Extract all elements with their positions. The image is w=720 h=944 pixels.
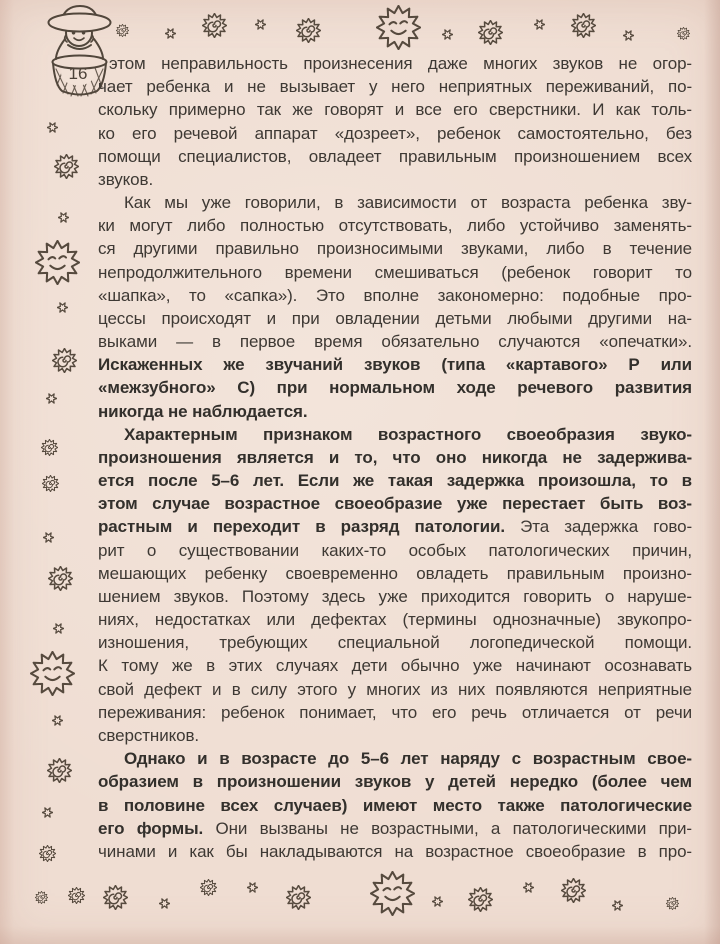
- text-segment: его формы.: [98, 818, 204, 838]
- text-segment: выками — в первое время обязательно случаются «опечатки».: [98, 332, 692, 352]
- text-segment: изношения, требующих специальной логопедической помощи.: [98, 633, 692, 653]
- text-line: [98, 724, 692, 747]
- text-segment: сверстников.: [98, 725, 200, 745]
- text-line: [98, 98, 692, 121]
- sun-spiral-icon: [48, 566, 73, 591]
- star-icon: [165, 28, 176, 39]
- sun-smiley-icon: [376, 5, 421, 50]
- text-segment: этом случае возрастное своеобразие уже перестает быть воз-: [98, 494, 692, 514]
- sun-spiral-small-icon: [35, 891, 48, 904]
- text-line: [98, 168, 692, 191]
- text-segment: растным и переходит в разряд патологии.: [98, 517, 506, 537]
- sun-smiley-icon: [370, 871, 415, 916]
- text-segment: ется после 5–6 лет. Если же такая задержка произошла, то в: [98, 471, 692, 491]
- sun-spiral-icon: [54, 154, 79, 179]
- sun-spiral-icon: [47, 758, 72, 783]
- text-segment: произношения является и то, что оно никогда не задержива-: [98, 447, 692, 467]
- text-line: [98, 307, 692, 330]
- text-segment: непродолжительного времени смешиваться (ребенок говорит то: [98, 262, 692, 282]
- text-line: [98, 400, 692, 423]
- text-line: [98, 353, 692, 376]
- star-icon: [442, 29, 453, 40]
- text-line: [98, 237, 692, 260]
- star-icon: [159, 898, 170, 909]
- star-icon: [42, 807, 53, 818]
- text-line: [98, 840, 692, 863]
- text-segment: Характерным признаком возрастного своеобразия звуко-: [124, 424, 692, 444]
- text-segment: ки могут либо полностью отсутствовать, либо устойчиво заменять-: [98, 216, 692, 236]
- text-line: [98, 515, 692, 538]
- text-segment: ниях, недостатках или дефектах (термины однозначные) звукопро-: [98, 610, 692, 630]
- star-icon: [432, 896, 443, 907]
- star-icon: [58, 212, 69, 223]
- sun-spiral-icon: [478, 20, 503, 45]
- text-segment: шением звуков. Поэтому здесь уже приходится говорить о наруше-: [98, 586, 692, 606]
- page-number: 16: [68, 64, 88, 83]
- text-line: [98, 794, 692, 817]
- text-segment: переживания: ребенок понимает, что его речь отличается от речи: [98, 702, 692, 722]
- text-segment: звуков.: [98, 169, 154, 189]
- text-line: [98, 145, 692, 168]
- text-line: [98, 191, 692, 214]
- sun-smiley-icon: [30, 651, 75, 696]
- text-segment: Однако и в возрасте до 5–6 лет наряду с возрастным свое-: [124, 749, 692, 769]
- star-icon: [47, 122, 58, 133]
- text-line: [98, 817, 692, 840]
- text-line: [98, 52, 692, 75]
- text-segment: в половине всех случаев) имеют место также патологические: [98, 795, 692, 815]
- text-segment: Они вызваны не возрастными, а патологическими при-: [203, 818, 692, 838]
- star-icon: [623, 30, 634, 41]
- text-line: [98, 631, 692, 654]
- text-line: [98, 678, 692, 701]
- text-segment: Как мы уже говорили, в зависимости от возраста ребенка зву-: [124, 193, 692, 213]
- text-line: [98, 122, 692, 145]
- sun-spiral-small-icon: [116, 24, 129, 37]
- text-segment: образием в произношении звуков у детей нередко (более чем: [98, 772, 692, 792]
- text-line: [98, 446, 692, 469]
- star-icon: [52, 715, 63, 726]
- text-segment: чинами и как бы накладываются на возрастное своеобразие в про-: [98, 841, 692, 861]
- text-segment: ся другими правильно произносимыми звуками, либо в течение: [98, 239, 692, 259]
- text-line: [98, 423, 692, 446]
- star-icon: [53, 623, 64, 634]
- text-line: [98, 214, 692, 237]
- sun-spiral-icon: [202, 13, 227, 38]
- text-segment: свой дефект и в силу этого у многих из них появляются неприятные: [98, 679, 692, 699]
- paragraph: [98, 191, 692, 423]
- text-segment: мешающих ребенку своевременно овладеть правильным произно-: [98, 563, 692, 583]
- star-icon: [534, 19, 545, 30]
- text-line: [98, 261, 692, 284]
- text-segment: цессы происходят и при овладении детьми любыми другими на-: [98, 308, 692, 328]
- text-segment: никогда не наблюдается.: [98, 401, 308, 421]
- paragraph: [98, 747, 692, 863]
- text-line: [98, 608, 692, 631]
- text-segment: рит о существовании каких-то особых патологических причин,: [98, 540, 692, 560]
- text-line: [98, 284, 692, 307]
- text-line: [98, 492, 692, 515]
- star-icon: [46, 393, 57, 404]
- sun-spiral-icon: [468, 887, 493, 912]
- sun-spiral-icon: [571, 13, 596, 38]
- sun-spiral-small-icon: [677, 27, 690, 40]
- sun-spiral-icon: [561, 878, 586, 903]
- text-line: [98, 701, 692, 724]
- text-line: [98, 770, 692, 793]
- sun-spiral-icon: [200, 879, 217, 896]
- star-icon: [43, 532, 54, 543]
- sun-spiral-icon: [296, 18, 321, 43]
- text-line: [98, 539, 692, 562]
- text-line: [98, 654, 692, 677]
- star-icon: [57, 302, 68, 313]
- sun-spiral-icon: [286, 885, 311, 910]
- text-segment: К тому же в этих случаях дети обычно уже начинают осознавать: [98, 656, 692, 676]
- text-segment: «шапка», то «сапка»). Это вполне закономерно: подобные про-: [98, 285, 692, 305]
- text-segment: «межзубного» С) при нормальном ходе речевого развития: [98, 378, 692, 398]
- star-icon: [255, 19, 266, 30]
- text-segment: Искаженных же звучаний звуков (типа «картавого» Р или: [98, 355, 692, 375]
- paragraph: [98, 423, 692, 747]
- sun-spiral-icon: [41, 439, 58, 456]
- text-line: [98, 330, 692, 353]
- paragraph: [98, 52, 692, 191]
- sun-spiral-icon: [42, 475, 59, 492]
- text-segment: ко его речевой аппарат «дозреет», ребенок самостоятельно, без: [98, 123, 692, 143]
- star-icon: [612, 900, 623, 911]
- text-segment: Эта задержка гово-: [505, 517, 693, 537]
- sun-spiral-icon: [103, 885, 128, 910]
- sun-spiral-small-icon: [666, 897, 679, 910]
- text-line: [98, 747, 692, 770]
- text-line: [98, 585, 692, 608]
- text-segment: этом неправильность произнесения даже многих звуков не огор-: [109, 54, 692, 73]
- star-icon: [247, 882, 258, 893]
- sun-spiral-icon: [52, 348, 77, 373]
- text-line: [98, 376, 692, 399]
- text-segment: чает ребенка и не вызывает у него неприятных переживаний, по-: [98, 77, 692, 97]
- text-segment: скольку примерно так же говорят и все его сверстники. И как толь-: [98, 100, 692, 120]
- text-line: [98, 75, 692, 98]
- sun-spiral-icon: [39, 845, 56, 862]
- star-icon: [523, 882, 534, 893]
- sun-smiley-icon: [35, 240, 80, 285]
- text-line: [98, 562, 692, 585]
- sun-spiral-icon: [68, 887, 85, 904]
- text-column: [98, 52, 692, 863]
- text-segment: помощи специалистов, овладеет правильным произношением всех: [98, 146, 692, 166]
- text-line: [98, 469, 692, 492]
